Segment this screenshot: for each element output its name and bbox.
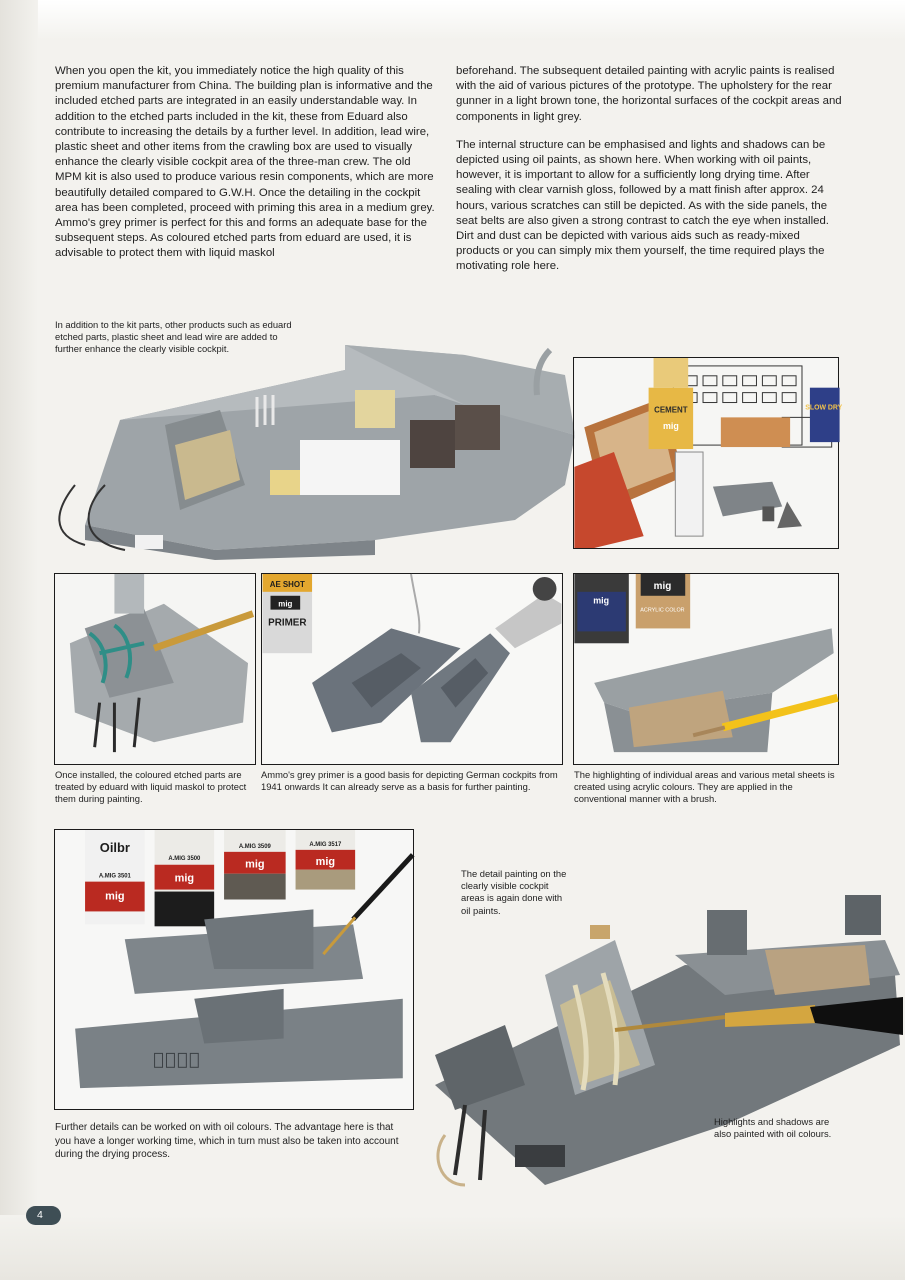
page-number-badge: 4 [26, 1206, 61, 1225]
article-paragraph: When you open the kit, you immediately notice the high quality of this premium manufacturer from China. The building plan is informative and the included etched parts are integrated in an easily understandable way. In addition to the etched parts included in the kit, these from Eduard also contribute to increasing the details by a further level. In addition, lead wire, plastic sheet and other items from the crawling box are used to visually enhance the clearly visible cockpit area of the three-man crew. The old MPM kit is also used to produce various resin components, which are more beautifully detailed compared to G.W.H. Once the detailing in the cockpit area has been completed, proceed with priming this area in a medium grey. Ammo's grey primer is perfect for this and forms an adequate base for the subsequent steps. As coloured etched parts from eduard are used, it is advisable to protect them with liquid maskol [55, 65, 435, 260]
brand-logo: mig [653, 580, 672, 592]
caption-oil-detail: The detail painting on the clearly visible cockpit areas is again done with oil paints. [461, 868, 567, 916]
brand-logo: mig [174, 872, 195, 885]
photo-seat-detail [425, 895, 903, 1200]
oil-tube-4-label: A.MIG 3517 [309, 841, 342, 848]
caption-highlights: Highlights and shadows are also painted with oil colours. [714, 1116, 832, 1140]
brand-logo: mig [278, 599, 293, 609]
oil-tube-2-label: A.MIG 3500 [168, 855, 201, 862]
photo-primer [261, 573, 563, 765]
page-left-shade [0, 0, 38, 1280]
photo-oil-colours [54, 829, 414, 1110]
caption-masking: Once installed, the coloured etched parts are treated by eduard with liquid maskol to protect them during painting. [55, 769, 247, 805]
page-top-shade [0, 0, 905, 40]
cement-label: CEMENT [654, 405, 688, 415]
page-bottom-shade [0, 1215, 905, 1280]
caption-cockpit-overview: In addition to the kit parts, other products such as eduard etched parts, plastic sheet and lead wire are added to further enhance the clearly visible cockpit. [55, 319, 292, 355]
brand-logo: mig [593, 595, 610, 606]
primer-can-top-label: AE SHOT [269, 579, 305, 589]
acrylic-jar-label: ACRYLIC COLOR [640, 607, 685, 614]
article-column-right [456, 64, 842, 288]
article-column-left [55, 64, 440, 275]
photo-acrylic [573, 573, 839, 765]
caption-primer: Ammo's grey primer is a good basis for depicting German cockpits from 1941 onwards It can already serve as a basis for further painting. [261, 769, 558, 793]
photo-etched-parts [573, 357, 843, 549]
brand-logo: mig [105, 890, 125, 903]
photo-cockpit-overview [45, 335, 580, 560]
oil-tube-3-label: A.MIG 3509 [238, 843, 271, 850]
brand-logo: mig [245, 858, 265, 871]
article-paragraph: The internal structure can be emphasised and lights and shadows can be depicted using oil paints, as shown here. When working with oil paints, however, it is important to allow for a sufficiently long drying time. After sealing with clear varnish gloss, followed by a matt finish after approx. 24 hours, various scratches can still be depicted. As with the side panels, the seat belts are also given a strong contrast to catch the eye when installed. Dirt and dust can be depicted with various aids such as ready-mixed products or you can simply mix them yourself, the time required plays the motivating role here. [456, 138, 829, 273]
oilbrush-label: Oilbr [99, 839, 130, 855]
caption-oil-colours: Further details can be worked on with oil colours. The advantage here is that you have a longer working time, which in turn must also be taken into account during the drying process. [55, 1122, 399, 1160]
primer-can-label: PRIMER [268, 617, 307, 629]
brand-logo: mig [662, 421, 679, 432]
oil-tube-1-label: A.MIG 3501 [98, 873, 131, 880]
brand-logo: mig [315, 855, 336, 868]
caption-acrylic: The highlighting of individual areas and various metal sheets is created using acrylic colours. They are applied in the conventional manner with a brush. [574, 769, 835, 805]
slow-dry-label: SLOW DRY [805, 404, 843, 412]
article-paragraph: beforehand. The subsequent detailed painting with acrylic paints is realised with the aid of various pictures of the prototype. The upholstery for the rear gunner in a light brown tone, the horizontal surfaces of the cockpit areas and components in light grey. [456, 65, 842, 123]
photo-masking [54, 573, 256, 765]
